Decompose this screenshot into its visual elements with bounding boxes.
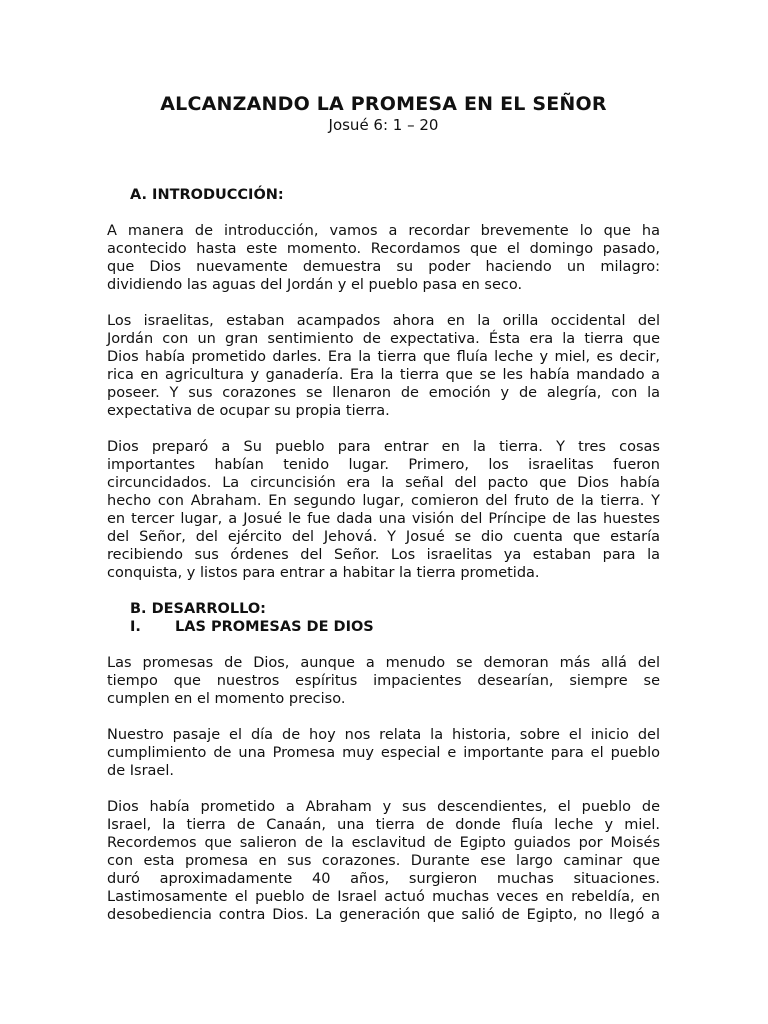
text-line: Dios había prometido darles. Era la tierra que fluía leche y miel, es decir, <box>107 349 660 365</box>
text-line: poseer. Y sus corazones se llenaron de emoción y de alegría, con la <box>107 385 660 401</box>
text-line: Jordán con un gran sentimiento de expectativa. Ésta era la tierra que <box>107 331 660 347</box>
text-line: tiempo que nuestros espíritus impacientes desearían, siempre se <box>107 673 660 689</box>
text-line: Las promesas de Dios, aunque a menudo se demoran más allá del <box>107 655 660 671</box>
text-line: de Israel. <box>107 763 174 779</box>
text-line: duró aproximadamente 40 años, surgieron muchas situaciones. <box>107 871 660 887</box>
text-line: acontecido hasta este momento. Recordamos que el domingo pasado, <box>107 241 660 257</box>
paragraph <box>107 726 660 780</box>
text-line: Los israelitas, estaban acampados ahora en la orilla occidental del <box>107 313 660 329</box>
intro-paragraphs <box>107 222 660 582</box>
section-heading-introduction: A. INTRODUCCIÓN: <box>130 187 284 203</box>
text-line: Lastimosamente el pueblo de Israel actuó muchas veces en rebeldía, en <box>107 889 660 905</box>
text-line: Recordemos que salieron de la esclavitud de Egipto guiados por Moisés <box>107 835 660 851</box>
text-line: importantes habían tenido lugar. Primero, los israelitas fueron <box>107 457 660 473</box>
text-line: del Señor, del ejército del Jehová. Y Josué se dio cuenta que estaría <box>107 529 660 545</box>
paragraph <box>107 798 660 924</box>
text-line: desobediencia contra Dios. La generación que salió de Egipto, no llegó a <box>107 907 660 923</box>
text-line: conquista, y listos para entrar a habitar la tierra prometida. <box>107 565 540 581</box>
document-title: ALCANZANDO LA PROMESA EN EL SEÑOR <box>160 93 607 115</box>
text-line: cumplimiento de una Promesa muy especial e importante para el pueblo <box>107 745 660 761</box>
subsection-title: LAS PROMESAS DE DIOS <box>175 619 374 635</box>
paragraph <box>107 222 660 294</box>
subsection-heading <box>107 618 660 636</box>
text-line: A manera de introducción, vamos a recordar brevemente lo que ha <box>107 223 660 239</box>
document-page <box>107 92 660 924</box>
text-line: en tercer lugar, a Josué le fue dada una visión del Príncipe de las huestes <box>107 511 660 527</box>
section-heading-development: B. DESARROLLO: <box>130 601 266 617</box>
text-line: circuncidados. La circuncisión era la señal del pacto que Dios había <box>107 475 660 491</box>
development-paragraphs <box>107 654 660 924</box>
text-line: Dios había prometido a Abraham y sus descendientes, el pueblo de <box>107 799 660 815</box>
text-line: recibiendo sus órdenes del Señor. Los israelitas ya estaban para la <box>107 547 660 563</box>
text-line: hecho con Abraham. En segundo lugar, comieron del fruto de la tierra. Y <box>107 493 660 509</box>
subsection-number: I. <box>130 619 141 635</box>
text-line: Israel, la tierra de Canaán, una tierra de donde fluía leche y miel. <box>107 817 660 833</box>
scripture-reference: Josué 6: 1 – 20 <box>328 116 439 134</box>
paragraph <box>107 654 660 708</box>
text-line: que Dios nuevamente demuestra su poder haciendo un milagro: <box>107 259 660 275</box>
text-line: dividiendo las aguas del Jordán y el pueblo pasa en seco. <box>107 277 523 293</box>
paragraph <box>107 312 660 420</box>
text-line: Nuestro pasaje el día de hoy nos relata la historia, sobre el inicio del <box>107 727 660 743</box>
paragraph <box>107 438 660 582</box>
text-line: con esta promesa en sus corazones. Durante ese largo caminar que <box>107 853 660 869</box>
text-line: Dios preparó a Su pueblo para entrar en la tierra. Y tres cosas <box>107 439 660 455</box>
text-line: cumplen en el momento preciso. <box>107 691 346 707</box>
text-line: rica en agricultura y ganadería. Era la tierra que se les había mandado a <box>107 367 660 383</box>
text-line: expectativa de ocupar su propia tierra. <box>107 403 390 419</box>
